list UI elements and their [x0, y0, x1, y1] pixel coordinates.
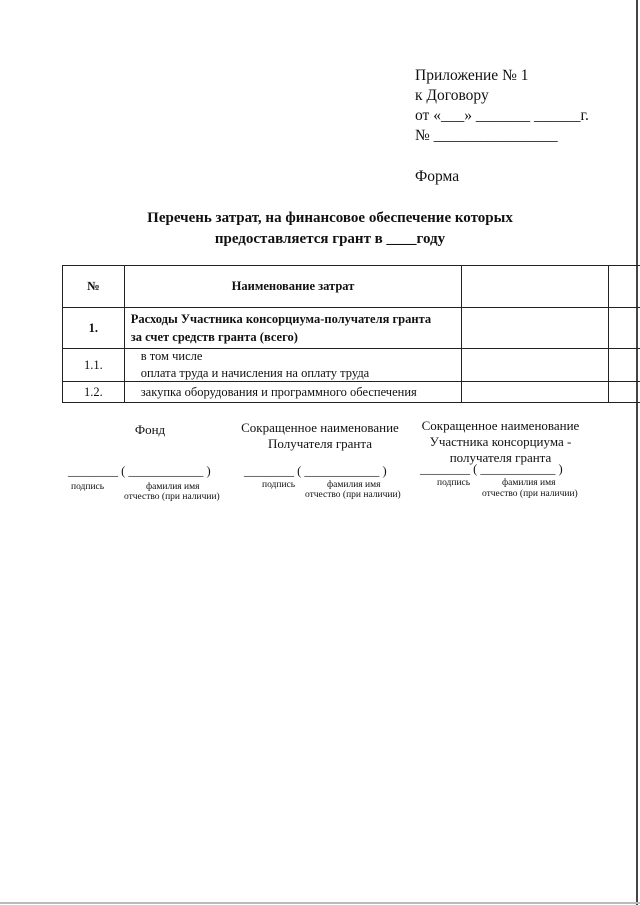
recipient-title [240, 420, 400, 452]
recipient-name-label: фамилия имя [327, 480, 381, 490]
contract-date-line: от «___» _______ ______г. [415, 107, 589, 124]
header-num: № [63, 266, 125, 308]
fund-title: Фонд [134, 422, 166, 437]
page-edge-bottom [0, 902, 640, 904]
participant-name-label: фамилия имя [502, 478, 556, 488]
header-blank-2 [608, 266, 640, 308]
row-name-line: в том числе [140, 349, 203, 363]
participant-signature-label: подпись [437, 478, 471, 488]
header-blank-1 [462, 266, 609, 308]
row-blank-2 [608, 308, 640, 349]
row-blank-2 [608, 382, 640, 403]
row-name-line: Расходы Участника консорциума-получателя гранта [130, 311, 432, 326]
row-blank-2 [608, 349, 640, 382]
row-num: 1.1. [63, 349, 125, 382]
row-blank-1 [462, 382, 609, 403]
row-name-line: за счет средств гранта (всего) [130, 329, 298, 344]
recipient-title-line: Получателя гранта [267, 436, 372, 451]
appendix-header [415, 66, 589, 146]
title-line-2: предоставляется грант в ____году [214, 231, 446, 247]
fund-signature-label: подпись [71, 482, 105, 492]
participant-title [418, 418, 583, 466]
recipient-patronymic-label: отчество (при наличии) [305, 490, 401, 500]
header-name: Наименование затрат [124, 266, 462, 308]
recipient-signature-line: ________ ( ____________ ) [244, 464, 387, 478]
title-line-1: Перечень затрат, на финансовое обеспечение которых [147, 210, 513, 226]
participant-title-line: Участника консорциума - [429, 434, 572, 449]
row-name [124, 349, 462, 382]
contract-label: к Договору [415, 87, 489, 104]
appendix-label: Приложение № 1 [415, 67, 529, 84]
fund-signature-line: ________ ( ____________ ) [68, 464, 211, 478]
costs-table [62, 265, 640, 403]
table-row [63, 382, 640, 403]
row-blank-1 [462, 308, 609, 349]
contract-number-line: № ________________ [415, 127, 558, 144]
row-name [124, 308, 462, 349]
recipient-title-line: Сокращенное наименование [241, 420, 399, 435]
fund-patronymic-label: отчество (при наличии) [124, 492, 220, 502]
row-num: 1.2. [63, 382, 125, 403]
page-edge-right [636, 0, 638, 905]
table-row [63, 308, 640, 349]
table-row [63, 349, 640, 382]
document-title [120, 208, 540, 250]
row-name: закупка оборудования и программного обеспечения [124, 382, 462, 403]
form-label: Форма [415, 168, 460, 185]
participant-patronymic-label: отчество (при наличии) [482, 489, 578, 499]
participant-title-line: получателя гранта [449, 450, 552, 465]
row-num: 1. [63, 308, 125, 349]
row-name-line: оплата труда и начисления на оплату труда [140, 366, 370, 380]
table-header-row [63, 266, 640, 308]
participant-signature-line: ________ ( ____________ ) [420, 462, 563, 476]
recipient-signature-label: подпись [262, 480, 296, 490]
participant-title-line: Сокращенное наименование [421, 418, 580, 433]
row-blank-1 [462, 349, 609, 382]
fund-name-label: фамилия имя [146, 482, 200, 492]
